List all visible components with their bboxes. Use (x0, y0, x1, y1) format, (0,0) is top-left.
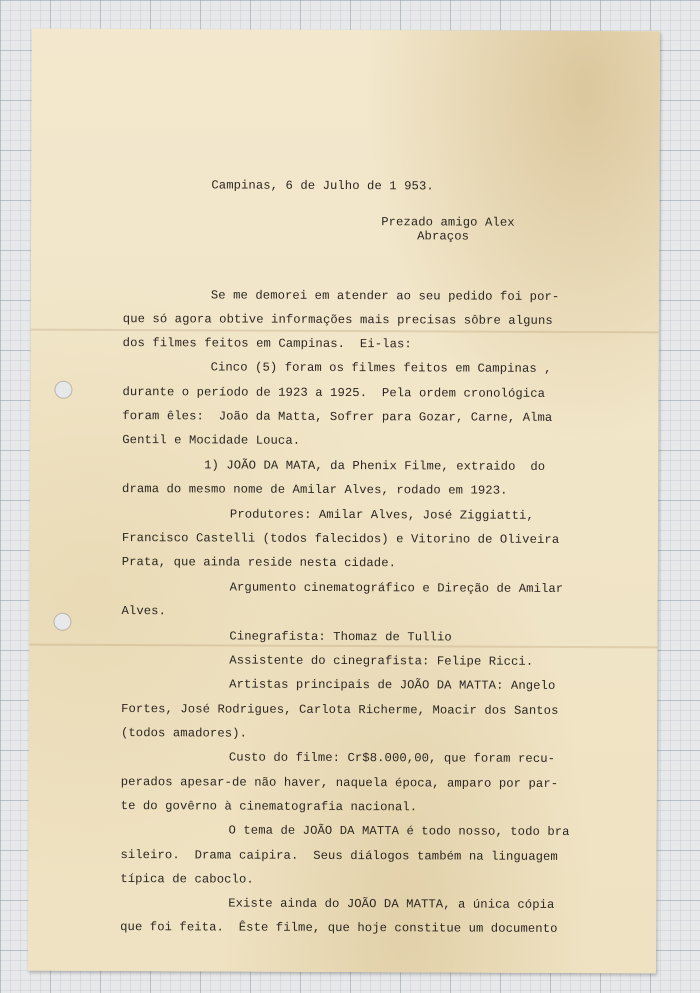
body-line: Produtores: Amilar Alves, José Ziggiatti, (229, 507, 534, 523)
body-line: dos filmes feitos em Campinas. Ei-las: (122, 336, 412, 352)
punch-hole (54, 381, 72, 399)
body-line: que só agora obtive informações mais precisas sôbre alguns (122, 312, 553, 328)
body-line: Cinco (5) foram os filmes feitos em Campinas , (210, 360, 552, 376)
body-line: Argumento cinematográfico e Direção de Amilar (229, 580, 564, 596)
letter-sheet (28, 29, 660, 974)
body-line: Fortes, José Rodrigues, Carlota Richerme, Moacir dos Santos (121, 702, 559, 718)
body-line: Cinegrafista: Thomaz de Tullio (229, 629, 452, 645)
paper-fold (31, 329, 659, 334)
body-line: Se me demorei em atender ao seu pedido foi por- (210, 288, 560, 304)
body-line: que foi feita. Êste filme, que hoje constitue um documento (120, 920, 558, 936)
body-line: te do govêrno à cinematografia nacional. (120, 799, 418, 815)
body-line: sileiro. Drama caipira. Seus diálogos também na linguagem (120, 848, 558, 864)
body-line: (todos amadores). (120, 726, 248, 741)
letter-salutation: Prezado amigo Alex (381, 215, 515, 230)
body-line: durante o período de 1923 a 1925. Pela ordem cronológica (122, 385, 546, 401)
letter-salutation-closing: Abraços (417, 229, 470, 244)
body-line: Custo do filme: Cr$8.000,00, que foram recu- (228, 750, 556, 766)
letter-date: Campinas, 6 de Julho de 1 953. (211, 178, 434, 194)
body-line: Prata, que ainda reside nesta cidade. (121, 555, 397, 571)
body-line: Existe ainda do JOÃO DA MATTA, a única cópia (228, 896, 555, 912)
body-line: Assistente do cinegrafista: Felipe Ricci. (229, 653, 534, 669)
body-line: Alves. (121, 604, 167, 619)
body-line: Gentil e Mocidade Louca. (122, 433, 301, 448)
body-line: Artistas principais de JOÃO DA MATTA: Angelo (229, 677, 556, 693)
body-line: 1) JOÃO DA MATA, da Phenix Filme, extraido do (204, 458, 546, 474)
body-line: Francisco Castelli (todos falecidos) e Vitorino de Oliveira (121, 531, 560, 547)
body-line: perados apesar-de não haver, naquela época, amparo por par- (120, 775, 559, 791)
body-line: típica de caboclo. (120, 872, 254, 887)
punch-hole (53, 613, 71, 631)
body-line: O tema de JOÃO DA MATTA é todo nosso, todo bra (228, 823, 570, 839)
body-line: drama do mesmo nome de Amilar Alves, rodado em 1923. (122, 482, 508, 498)
body-line: foram êles: João da Matta, Sofrer para Gozar, Carne, Alma (122, 409, 553, 425)
